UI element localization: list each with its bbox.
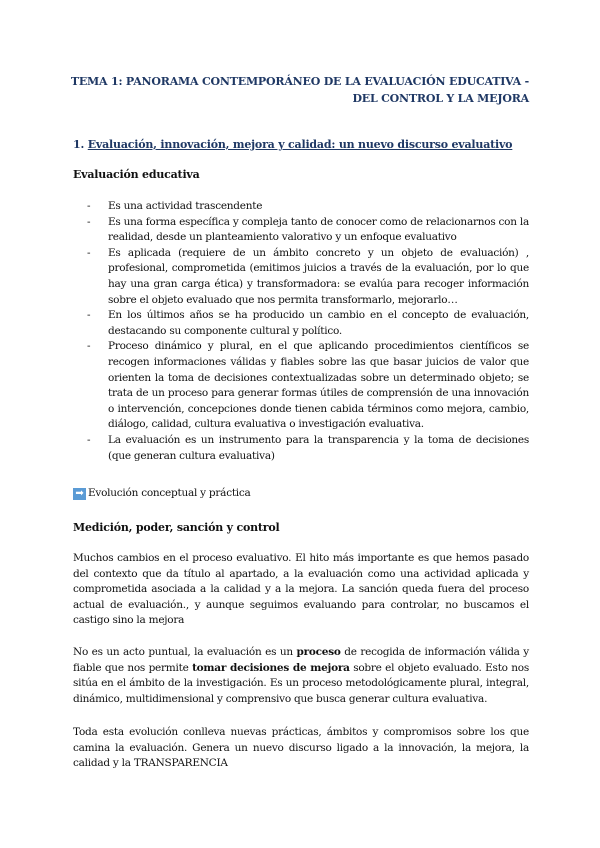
section-number: 1. xyxy=(73,138,85,151)
title-line-2: DEL CONTROL Y LA MEJORA xyxy=(352,92,529,105)
paragraph-1: Muchos cambios en el proceso evaluativo. El hito más importante es que hemos pasado del contexto que da título al apartado, a la evaluación como una actividad aplicada y comprometida asociada a la calidad y a la mejora. La sanción queda fuera del proceso actual de evaluación., y aunque seguimos evaluando para controlar, no buscamos el castigo sino la mejora xyxy=(73,552,529,627)
list-item: - En los últimos años se ha producido un cambio en el concepto de evaluación, destacando su componente cultural y político. xyxy=(87,309,529,337)
subheading-evaluacion-educativa: Evaluación educativa xyxy=(73,168,200,181)
bullet-list xyxy=(73,199,529,464)
section-title: Evaluación, innovación, mejora y calidad: un nuevo discurso evaluativo xyxy=(87,138,513,151)
title-line-1: TEMA 1: PANORAMA CONTEMPORÁNEO DE LA EVALUACIÓN EDUCATIVA - xyxy=(70,75,529,88)
list-item: - Es aplicada (requiere de un ámbito concreto y un objeto de evaluación) , profesional, comprometida (emitimos juicios a través de la evaluación, por lo que hay una gran carga ética) y transformadora: se evalúa para recoger información sobre el objeto evaluado que nos permita transformarlo, mejorarlo… xyxy=(87,246,529,306)
section-heading xyxy=(73,137,512,152)
evolution-line xyxy=(73,486,251,501)
bold-tomar-decisiones: tomar decisiones de mejora xyxy=(192,661,350,674)
list-item: - Es una actividad trascendente xyxy=(87,200,263,212)
page-title xyxy=(60,73,529,107)
list-item: - Es una forma específica y compleja tanto de conocer como de relacionarnos con la realidad, desde un planteamiento valorativo y un enfoque evaluativo xyxy=(87,215,529,244)
list-item: - Proceso dinámico y plural, en el que aplicando procedimientos científicos se recogen informaciones válidas y fiables sobre las que basar juicios de valor que orienten la toma de decisiones contextualizadas sobre un determinado objeto; se trata de un proceso para generar formas útiles de comprensión de una innovación o intervención, concepciones donde tienen cabida términos como mejora, cambio, diálogo, calidad, cultura evaluativa o investigación evaluativa. xyxy=(87,340,529,431)
evolution-text: Evolución conceptual y práctica xyxy=(88,487,251,499)
paragraph-2: No es un acto puntual, la evaluación es un proceso de recogida de información válida y fiable que nos permite tomar decisiones de mejora sobre el objeto evaluado. Esto nos sitúa en el ámbito de la investigación. Es un proceso metodológicamente plural, integral, dinámico, multidimensional y comprensivo que busca generar cultura evaluativa. xyxy=(73,646,529,705)
subheading-medicion: Medición, poder, sanción y control xyxy=(73,521,280,534)
bold-proceso: proceso xyxy=(296,646,341,658)
arrow-right-icon: ➡ xyxy=(73,488,86,500)
list-item: - La evaluación es un instrumento para la transparencia y la toma de decisiones (que generan cultura evaluativa) xyxy=(87,433,529,462)
paragraph-3: Toda esta evolución conlleva nuevas prácticas, ámbitos y compromisos sobre los que camina la evaluación. Genera un nuevo discurso ligado a la innovación, la mejora, la calidad y la TRANSPARENCIA xyxy=(73,726,529,770)
